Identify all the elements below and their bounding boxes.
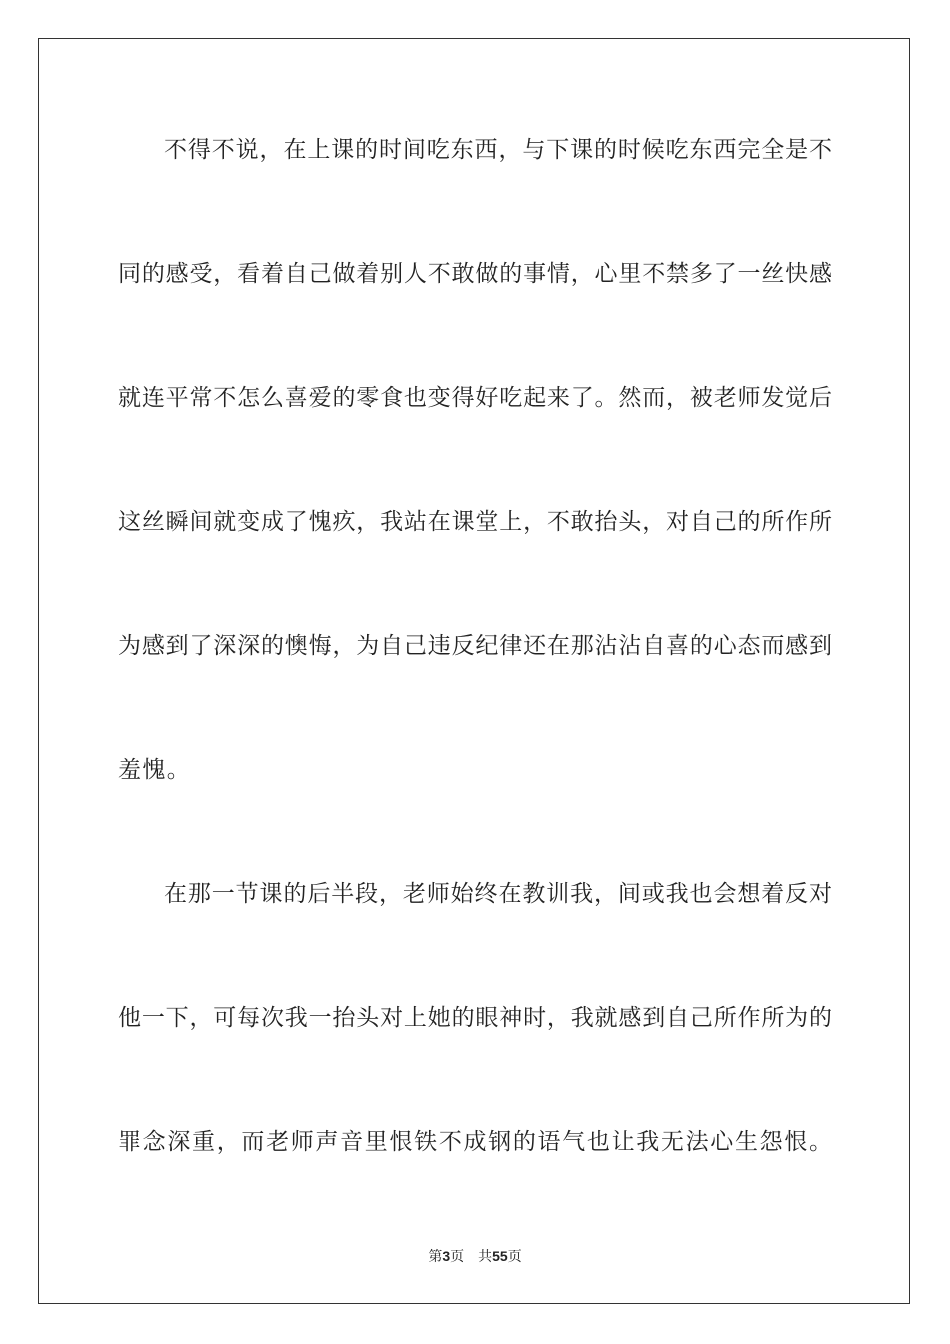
paragraph-2-line-3: 罪念深重，而老师声音里恨铁不成钢的语气也让我无法心生怨恨。 bbox=[118, 1129, 832, 1155]
page-footer bbox=[0, 1246, 950, 1267]
total-suffix: 页 bbox=[507, 1249, 522, 1265]
page-frame bbox=[38, 38, 910, 1304]
paragraph-1-line-3: 就连平常不怎么喜爱的零食也变得好吃起来了。然而，被老师发觉后 bbox=[118, 385, 832, 411]
total-pages: 55 bbox=[492, 1248, 508, 1264]
paragraph-1-line-4: 这丝瞬间就变成了愧疚，我站在课堂上，不敢抬头，对自己的所作所 bbox=[118, 509, 832, 535]
page-prefix: 第 bbox=[428, 1249, 443, 1265]
paragraph-1-line-2: 同的感受，看着自己做着别人不敢做的事情，心里不禁多了一丝快感 bbox=[118, 261, 832, 287]
page-number: 3 bbox=[442, 1248, 451, 1264]
page-suffix: 页 bbox=[450, 1249, 465, 1265]
paragraph-2-line-2: 他一下，可每次我一抬头对上她的眼神时，我就感到自己所作所为的 bbox=[118, 1005, 832, 1031]
total-prefix: 共 bbox=[478, 1249, 493, 1265]
paragraph-1-line-1: 不得不说，在上课的时间吃东西，与下课的时候吃东西完全是不 bbox=[164, 137, 832, 163]
paragraph-2-line-1: 在那一节课的后半段，老师始终在教训我，间或我也会想着反对 bbox=[164, 881, 832, 907]
paragraph-1-line-6: 羞愧。 bbox=[118, 757, 192, 783]
paragraph-1-line-5: 为感到了深深的懊悔，为自己违反纪律还在那沾沾自喜的心态而感到 bbox=[118, 633, 832, 659]
